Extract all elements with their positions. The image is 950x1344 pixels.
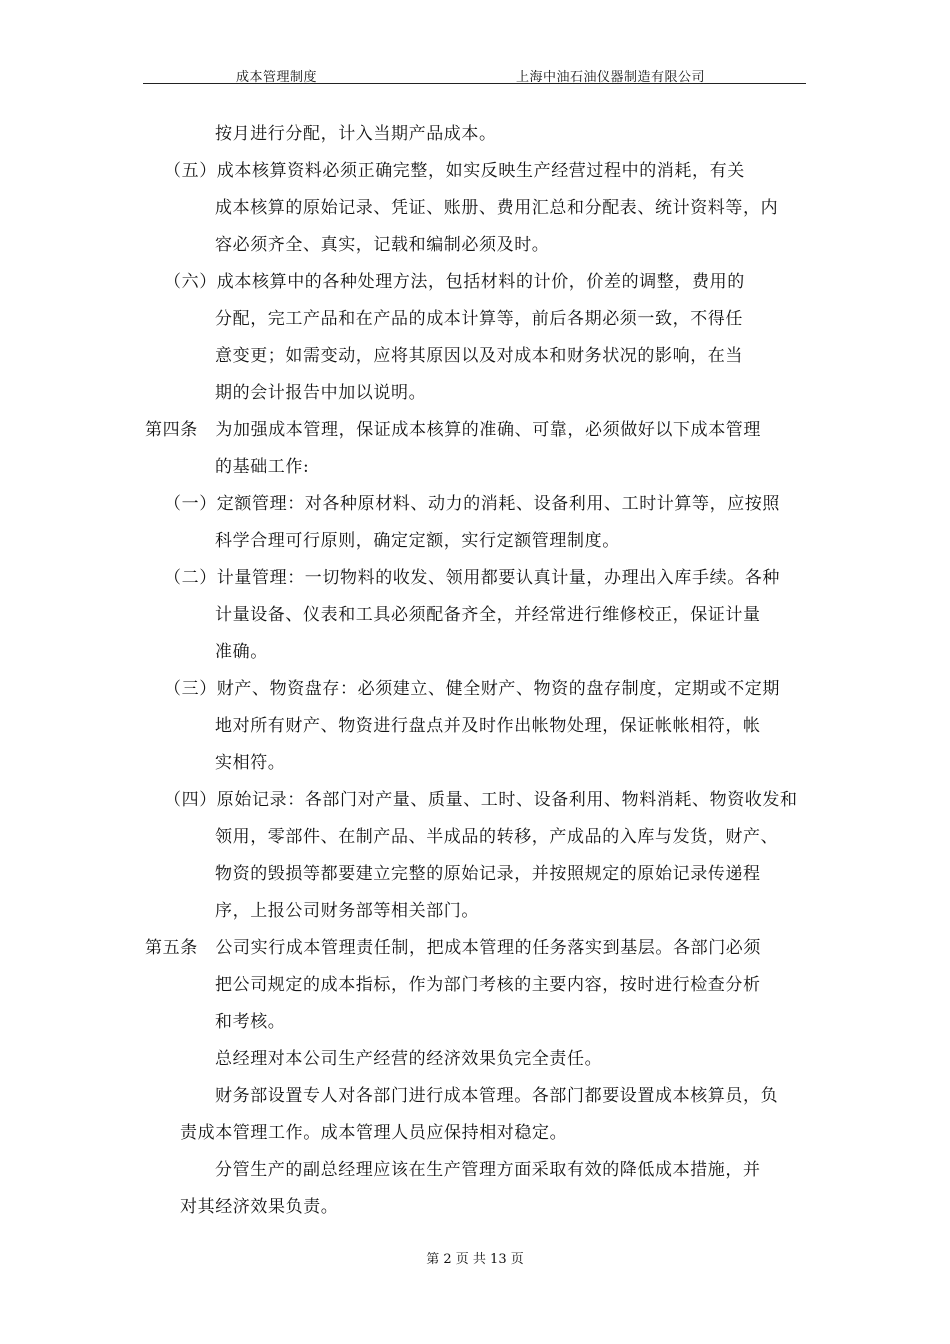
body-line: 领用，零部件、在制产品、半成品的转移，产成品的入库与发货，财产、 xyxy=(215,827,779,847)
body-line: （二）计量管理：一切物料的收发、领用都要认真计量，办理出入库手续。各种 xyxy=(164,568,780,588)
body-line: 期的会计报告中加以说明。 xyxy=(215,383,427,403)
body-line: 把公司规定的成本指标，作为部门考核的主要内容，按时进行检查分析 xyxy=(215,975,761,995)
article-heading-line: 第五条 公司实行成本管理责任制，把成本管理的任务落实到基层。各部门必须 xyxy=(145,938,761,958)
body-line: （一）定额管理：对各种原材料、动力的消耗、设备利用、工时计算等，应按照 xyxy=(164,494,780,514)
body-line: （三）财产、物资盘存：必须建立、健全财产、物资的盘存制度，定期或不定期 xyxy=(164,679,780,699)
body-line: 成本核算的原始记录、凭证、账册、费用汇总和分配表、统计资料等，内 xyxy=(215,198,779,218)
header-document-title: 成本管理制度 xyxy=(236,70,318,85)
header-divider xyxy=(143,83,806,84)
body-line: （五）成本核算资料必须正确完整，如实反映生产经营过程中的消耗，有关 xyxy=(164,161,745,181)
body-line: 意变更；如需变动，应将其原因以及对成本和财务状况的影响，在当 xyxy=(215,346,743,366)
body-line: 序，上报公司财务部等相关部门。 xyxy=(215,901,479,921)
body-line: （四）原始记录：各部门对产量、质量、工时、设备利用、物料消耗、物资收发和 xyxy=(164,790,798,810)
body-line: 的基础工作: xyxy=(215,457,310,477)
body-line: 财务部设置专人对各部门进行成本管理。各部门都要设置成本核算员，负 xyxy=(215,1086,779,1106)
body-line: 和考核。 xyxy=(215,1012,286,1032)
body-line: 分管生产的副总经理应该在生产管理方面采取有效的降低成本措施，并 xyxy=(215,1160,761,1180)
body-line: 分配，完工产品和在产品的成本计算等，前后各期必须一致，不得任 xyxy=(215,309,743,329)
header-company-name: 上海中油石油仪器制造有限公司 xyxy=(516,70,706,85)
body-line: 准确。 xyxy=(215,642,268,662)
body-line: 容必须齐全、真实，记载和编制必须及时。 xyxy=(215,235,550,255)
body-line: 物资的毁损等都要建立完整的原始记录，并按照规定的原始记录传递程 xyxy=(215,864,761,884)
body-line: （六）成本核算中的各种处理方法，包括材料的计价，价差的调整，费用的 xyxy=(164,272,745,292)
article-heading-line: 第四条 为加强成本管理，保证成本核算的准确、可靠，必须做好以下成本管理 xyxy=(145,420,761,440)
body-line: 地对所有财产、物资进行盘点并及时作出帐物处理，保证帐帐相符，帐 xyxy=(215,716,761,736)
body-line: 按月进行分配，计入当期产品成本。 xyxy=(215,124,497,144)
body-line: 计量设备、仪表和工具必须配备齐全，并经常进行维修校正，保证计量 xyxy=(215,605,761,625)
body-line: 总经理对本公司生产经营的经济效果负完全责任。 xyxy=(215,1049,603,1069)
page-number: 第 2 页 共 13 页 xyxy=(426,1252,524,1267)
body-line: 对其经济效果负责。 xyxy=(180,1197,339,1217)
body-line: 科学合理可行原则，确定定额，实行定额管理制度。 xyxy=(215,531,620,551)
body-line: 实相符。 xyxy=(215,753,286,773)
body-line: 责成本管理工作。成本管理人员应保持相对稳定。 xyxy=(180,1123,568,1143)
